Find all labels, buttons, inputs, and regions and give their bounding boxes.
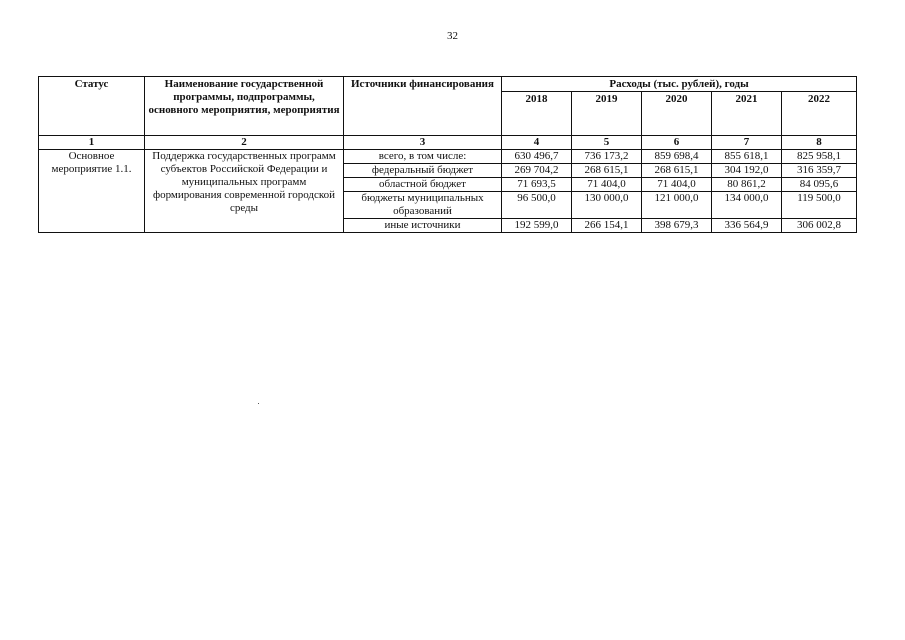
column-number: 8	[782, 136, 857, 150]
value-cell: 80 861,2	[712, 178, 782, 192]
value-cell: 71 693,5	[502, 178, 572, 192]
value-cell: 736 173,2	[572, 150, 642, 164]
header-year-2019: 2019	[572, 92, 642, 136]
column-number: 4	[502, 136, 572, 150]
header-year-2018: 2018	[502, 92, 572, 136]
value-cell: 84 095,6	[782, 178, 857, 192]
value-cell: 316 359,7	[782, 164, 857, 178]
header-row-1	[39, 77, 857, 92]
financing-table	[38, 76, 857, 233]
value-cell: 71 404,0	[572, 178, 642, 192]
value-cell: 268 615,1	[572, 164, 642, 178]
header-year-2021: 2021	[712, 92, 782, 136]
column-number: 7	[712, 136, 782, 150]
value-cell: 134 000,0	[712, 192, 782, 219]
value-cell: 119 500,0	[782, 192, 857, 219]
column-number: 1	[39, 136, 145, 150]
value-cell: 266 154,1	[572, 219, 642, 233]
source-cell: областной бюджет	[344, 178, 502, 192]
value-cell: 71 404,0	[642, 178, 712, 192]
source-cell: бюджеты муниципальных образований	[344, 192, 502, 219]
source-cell: иные источники	[344, 219, 502, 233]
value-cell: 859 698,4	[642, 150, 712, 164]
value-cell: 336 564,9	[712, 219, 782, 233]
scan-speck	[258, 403, 259, 404]
value-cell: 269 704,2	[502, 164, 572, 178]
page-number: 32	[447, 30, 458, 42]
header-year-2020: 2020	[642, 92, 712, 136]
value-cell: 304 192,0	[712, 164, 782, 178]
column-number: 2	[145, 136, 344, 150]
status-cell: Основное мероприятие 1.1.	[39, 150, 145, 233]
column-number: 3	[344, 136, 502, 150]
source-cell: всего, в том числе:	[344, 150, 502, 164]
value-cell: 268 615,1	[642, 164, 712, 178]
measure-name-cell: Поддержка государственных программ субъектов Российской Федерации и муниципальных программ формирования современной городской среды	[145, 150, 344, 233]
source-cell: федеральный бюджет	[344, 164, 502, 178]
column-number-row	[39, 136, 857, 150]
value-cell: 825 958,1	[782, 150, 857, 164]
value-cell: 121 000,0	[642, 192, 712, 219]
table-row	[39, 150, 857, 164]
header-status: Статус	[39, 77, 145, 136]
column-number: 5	[572, 136, 642, 150]
header-year-2022: 2022	[782, 92, 857, 136]
column-number: 6	[642, 136, 712, 150]
value-cell: 630 496,7	[502, 150, 572, 164]
value-cell: 398 679,3	[642, 219, 712, 233]
value-cell: 192 599,0	[502, 219, 572, 233]
value-cell: 130 000,0	[572, 192, 642, 219]
header-name: Наименование государственной программы, подпрограммы, основного мероприятия, мероприятия	[145, 77, 344, 136]
header-expenses: Расходы (тыс. рублей), годы	[502, 77, 857, 92]
value-cell: 855 618,1	[712, 150, 782, 164]
value-cell: 306 002,8	[782, 219, 857, 233]
header-sources: Источники финансирования	[344, 77, 502, 136]
value-cell: 96 500,0	[502, 192, 572, 219]
